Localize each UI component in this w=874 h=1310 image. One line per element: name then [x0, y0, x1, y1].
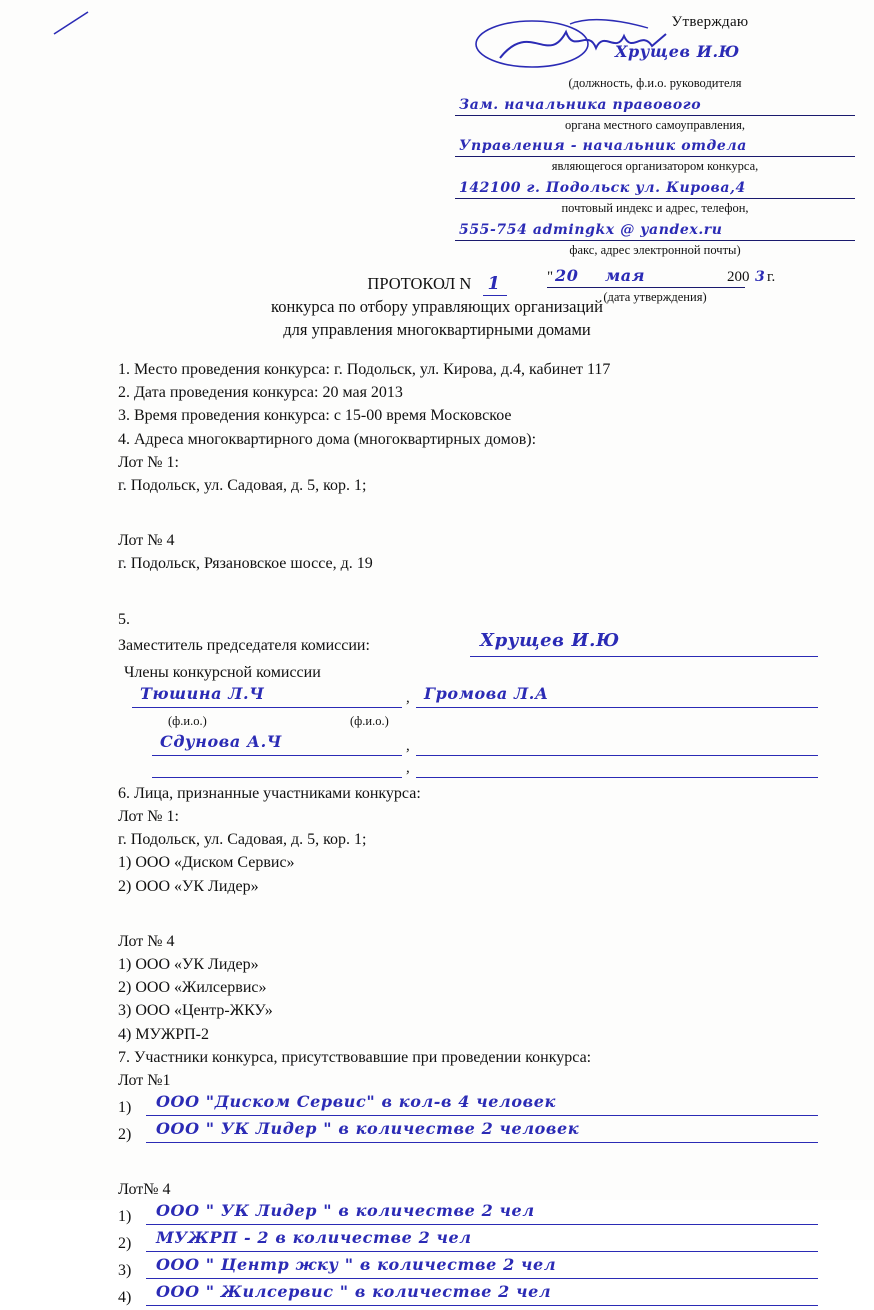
postal-address-line: 142100 г. Подольск ул. Кирова,4	[459, 179, 746, 196]
approver-signature-name: Хрущев И.Ю	[615, 42, 740, 61]
present-lot4-row-1-text: ООО " УК Лидер " в количестве 2 чел	[156, 1201, 535, 1221]
lot-1-label-b: Лот № 1:	[118, 808, 179, 826]
present-lot1-row-1-text: ООО "Диском Сервис" в кол-в 4 человек	[156, 1091, 556, 1111]
rule-2	[455, 156, 855, 157]
present-lot4-row-3-text: ООО " Центр жку " в количестве 2 чел	[156, 1255, 557, 1275]
caption-organizer: являющегося организатором конкурса,	[551, 159, 759, 174]
deputy-chair-row	[118, 631, 818, 661]
present-lot1-row-1	[118, 1092, 818, 1119]
item-7-present: 7. Участники конкурса, присутствовавшие при проведении конкурса:	[118, 1048, 592, 1066]
fio-caption-1: (ф.и.о.)	[168, 713, 207, 728]
caption-postal: почтовый индекс и адрес, телефон,	[561, 200, 749, 215]
member-1-value: Тюшина Л.Ч	[140, 683, 265, 703]
lot-1-participant-2: 2) ООО «УК Лидер»	[118, 877, 259, 895]
rule-1	[455, 115, 855, 116]
contact-line: 555-754 admingkx @ yandex.ru	[459, 221, 723, 238]
present-lot4-row-4-index: 4)	[118, 1289, 132, 1307]
lot-4-participant-4: 4) МУЖРП-2	[118, 1025, 209, 1043]
caption-position: (должность, ф.и.о. руководителя	[568, 76, 742, 90]
present-lot4-row-2-index: 2)	[118, 1235, 132, 1253]
lot-4-label: Лот № 4	[118, 532, 175, 550]
lot-1-label: Лот № 1:	[118, 453, 179, 471]
lot-1-address-b: г. Подольск, ул. Садовая, д. 5, кор. 1;	[118, 831, 367, 849]
present-lot4-row-3-index: 3)	[118, 1262, 132, 1280]
item-5-number: 5.	[118, 610, 130, 628]
lot-4-participant-2: 2) ООО «Жилсервис»	[118, 979, 267, 997]
date-year-suffix: г.	[767, 269, 776, 286]
date-quote: "	[547, 269, 554, 286]
date-month: мая	[605, 266, 646, 286]
members-row-2	[118, 732, 818, 760]
contact-line-slot	[455, 217, 855, 243]
position-line-1: Зам. начальника правового	[459, 96, 702, 113]
item-6-participants: 6. Лица, признанные участниками конкурса:	[118, 784, 421, 802]
item-2-date: 2. Дата проведения конкурса: 20 мая 2013	[118, 384, 403, 402]
lot-4-label-c: Лот№ 4	[118, 1181, 171, 1199]
present-lot4-row-4	[118, 1282, 818, 1309]
lot-4-label-b: Лот № 4	[118, 932, 175, 950]
lot-4-address: г. Подольск, Рязановское шоссе, д. 19	[118, 555, 373, 573]
protocol-label: ПРОТОКОЛ N	[367, 274, 472, 293]
member-6-line	[416, 777, 818, 778]
position-line-2-slot	[455, 133, 855, 159]
pen-stroke-mark	[52, 10, 92, 36]
date-year-prefix: 200	[727, 269, 750, 286]
members-row-3	[118, 760, 818, 782]
member-3-value: Сдунова А.Ч	[160, 731, 283, 751]
members-comma-3: ,	[406, 760, 410, 777]
fio-caption-2: (ф.и.о.)	[350, 713, 389, 728]
lot-1-label-c: Лот №1	[118, 1071, 171, 1089]
present-lot4-row-3	[118, 1255, 818, 1282]
member-2-value: Громова Л.А	[424, 683, 549, 703]
present-lot1-row-2-line	[146, 1142, 818, 1143]
member-5-line	[152, 777, 402, 778]
members-label: Члены конкурсной комиссии	[124, 663, 321, 681]
members-comma-2: ,	[406, 738, 410, 755]
address-line-slot	[455, 175, 855, 201]
lot-1-address: г. Подольск, ул. Садовая, д. 5, кор. 1;	[118, 476, 367, 494]
deputy-chair-label: Заместитель председателя комиссии:	[118, 636, 370, 654]
rule-3	[455, 198, 855, 199]
present-lot4-row-4-line	[146, 1305, 818, 1306]
member-2-line	[416, 707, 818, 708]
caption-fax: факс, адрес электронной почты)	[569, 242, 741, 257]
deputy-chair-value: Хрущев И.Ю	[480, 629, 620, 651]
caption-organ: органа местного самоуправления,	[565, 117, 745, 132]
member-3-line	[152, 755, 402, 756]
title-line-3: для управления многоквартирными домами	[283, 319, 591, 339]
protocol-number: 1	[483, 273, 506, 296]
present-lot4-row-1-index: 1)	[118, 1208, 132, 1226]
members-comma-1: ,	[406, 690, 410, 707]
present-lot4-row-1	[118, 1201, 818, 1228]
lot-4-participant-3: 3) ООО «Центр-ЖКУ»	[118, 1002, 273, 1020]
position-line-1-slot	[455, 92, 855, 118]
item-1-place: 1. Место проведения конкурса: г. Подольск, ул. Кирова, д.4, кабинет 117	[118, 361, 611, 378]
present-lot1-row-2-text: ООО " УК Лидер " в количестве 2 человек	[156, 1118, 580, 1138]
member-1-line	[132, 707, 402, 708]
present-lot1-row-2-index: 2)	[118, 1126, 132, 1144]
position-line-2: Управления - начальник отдела	[459, 138, 747, 155]
date-day: 20	[555, 266, 579, 286]
lot-1-participant-1: 1) ООО «Диском Сервис»	[118, 854, 295, 872]
lot-4-participant-1: 1) ООО «УК Лидер»	[118, 956, 259, 973]
member-4-line	[416, 755, 818, 756]
present-lot4-row-2-text: МУЖРП - 2 в количестве 2 чел	[156, 1228, 472, 1248]
caption-approval-date: (дата утверждения)	[603, 290, 707, 305]
title-line-2: конкурса по отбору управляющих организаций	[271, 297, 603, 317]
approval-block	[455, 14, 855, 306]
item-3-time: 3. Время проведения конкурса: с 15-00 время Московское	[118, 407, 512, 425]
present-lot1-row-1-index: 1)	[118, 1099, 132, 1117]
page-title	[0, 272, 874, 341]
present-lot4-row-4-text: ООО " Жилсервис " в количестве 2 чел	[156, 1282, 552, 1302]
deputy-chair-line	[470, 656, 818, 657]
approve-word: Утверждаю	[671, 14, 749, 30]
members-row-1	[118, 684, 818, 712]
date-year-digit: 3	[755, 269, 766, 286]
document-body	[118, 358, 818, 1309]
present-lot4-row-2	[118, 1228, 818, 1255]
rule-4	[455, 240, 855, 241]
item-4-addresses: 4. Адреса многоквартирного дома (многоквартирных домов):	[118, 430, 537, 448]
present-lot1-row-2	[118, 1119, 818, 1146]
